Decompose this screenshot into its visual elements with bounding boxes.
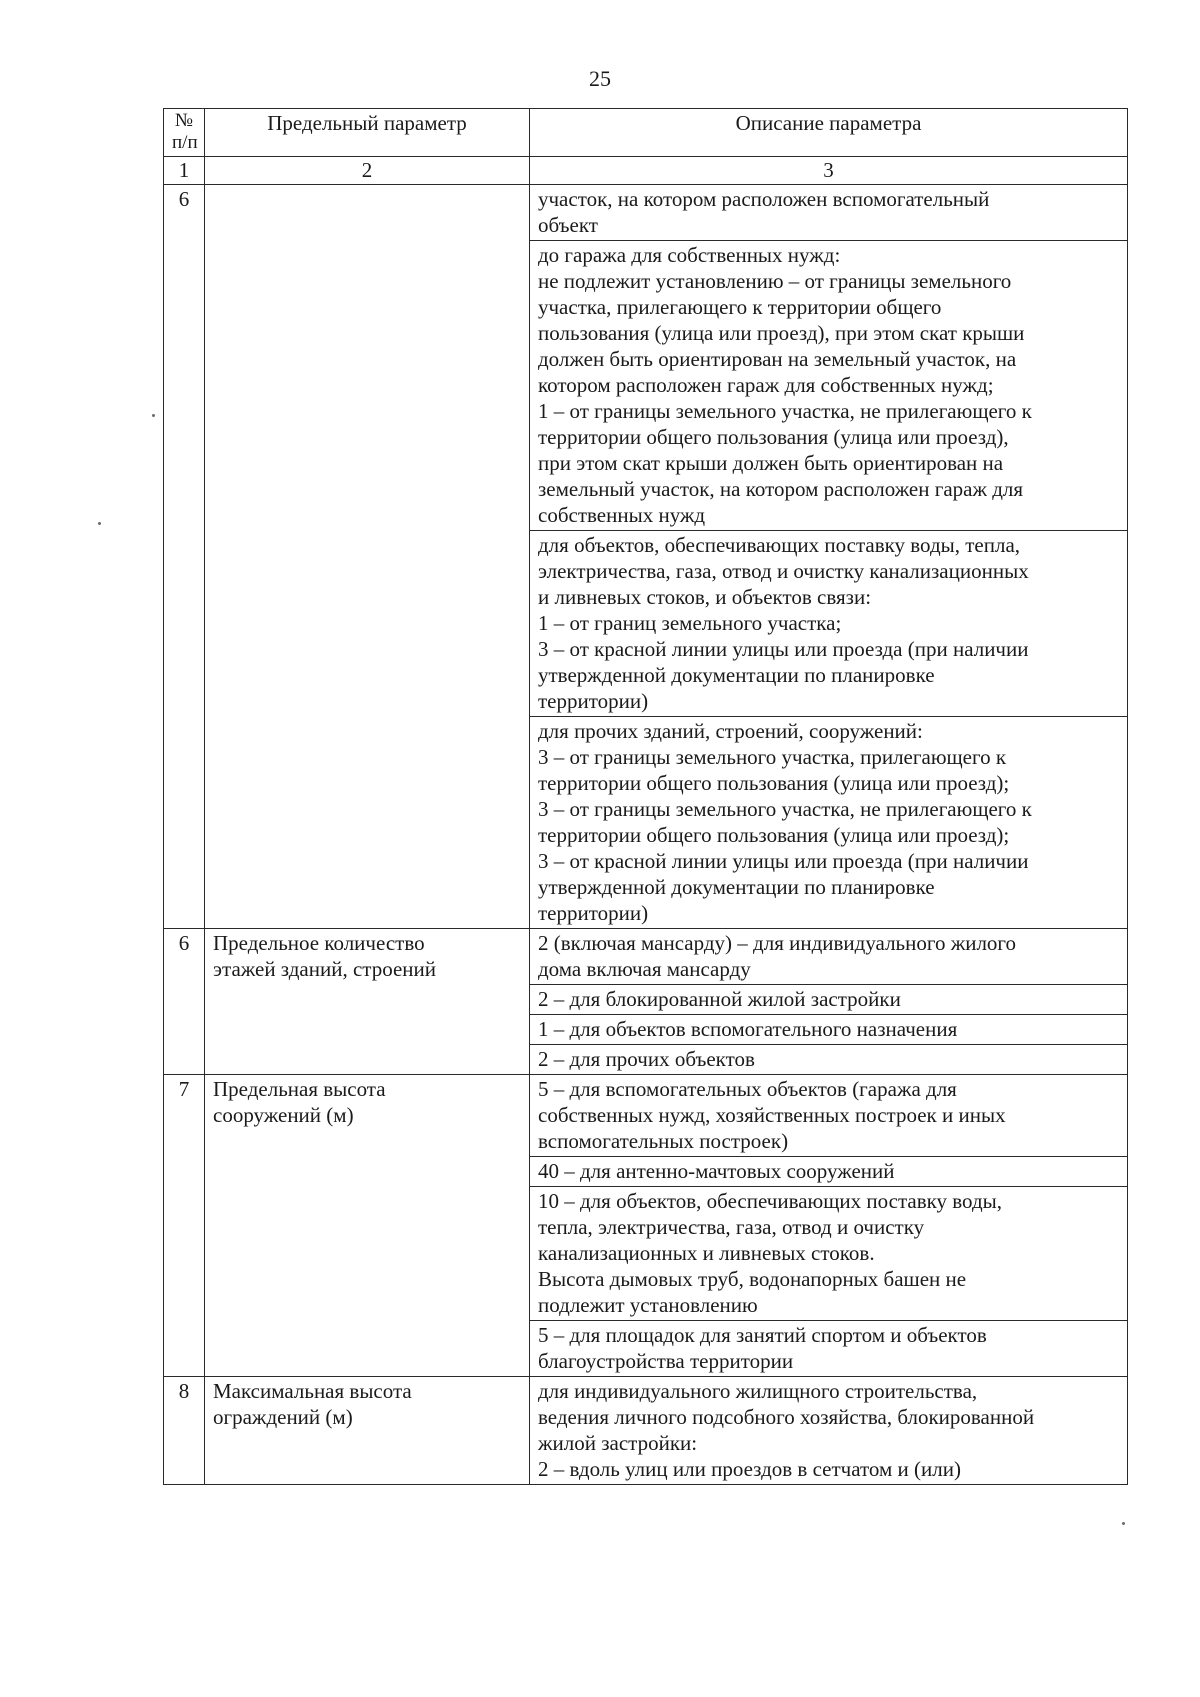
description-line: 1 – для объектов вспомогательного назначения	[538, 1017, 958, 1041]
column-numbers-row	[164, 157, 1128, 185]
header-description-cell: Описание параметра	[530, 109, 1128, 157]
row-number-cell: 8	[164, 1377, 205, 1485]
description-line: вспомогательных построек)	[538, 1129, 789, 1153]
column-number-3: 3	[530, 157, 1128, 185]
column-number-1: 1	[164, 157, 205, 185]
description-line: и ливневых стоков, и объектов связи:	[538, 585, 872, 609]
description-cell	[530, 1187, 1128, 1321]
description-line: котором расположен гараж для собственных нужд;	[538, 373, 994, 397]
scan-speck	[152, 414, 155, 417]
description-line: участок, на котором расположен вспомогательный	[538, 187, 990, 211]
description-line: 1 – от границы земельного участка, не прилегающего к	[538, 399, 1032, 423]
description-line: пользования (улица или проезд), при этом скат крыши	[538, 321, 1025, 345]
table-row	[164, 1075, 1128, 1157]
description-line: 40 – для антенно-мачтовых сооружений	[538, 1159, 895, 1183]
description-cell	[530, 531, 1128, 717]
description-line: для объектов, обеспечивающих поставку воды, тепла,	[538, 533, 1021, 557]
description-line: 3 – от красной линии улицы или проезда (при наличии	[538, 637, 1029, 661]
description-line: электричества, газа, отвод и очистку канализационных	[538, 559, 1029, 583]
description-cell	[530, 185, 1128, 241]
description-line: Высота дымовых труб, водонапорных башен не	[538, 1267, 967, 1291]
description-line: канализационных и ливневых стоков.	[538, 1241, 875, 1265]
table-row	[164, 929, 1128, 985]
table-header-row	[164, 109, 1128, 157]
description-line: 2 – для прочих объектов	[538, 1047, 755, 1071]
parameter-cell	[205, 1075, 530, 1377]
description-line: для индивидуального жилищного строительства,	[538, 1379, 978, 1403]
parameter-line: Предельная высота	[213, 1077, 386, 1101]
parameter-cell	[205, 1377, 530, 1485]
description-line: объект	[538, 213, 598, 237]
description-line: 3 – от красной линии улицы или проезда (при наличии	[538, 849, 1029, 873]
description-line: утвержденной документации по планировке	[538, 663, 935, 687]
description-line: территории)	[538, 689, 649, 713]
parameter-line: Максимальная высота	[213, 1379, 412, 1403]
header-number-cell	[164, 109, 205, 157]
scan-speck	[98, 522, 101, 525]
row-number-cell: 7	[164, 1075, 205, 1377]
description-cell	[530, 929, 1128, 985]
description-line: 5 – для площадок для занятий спортом и объектов	[538, 1323, 987, 1347]
description-line: 10 – для объектов, обеспечивающих поставку воды,	[538, 1189, 1002, 1213]
description-cell	[530, 1157, 1128, 1187]
description-line: тепла, электричества, газа, отвод и очистку	[538, 1215, 925, 1239]
parameters-table	[163, 108, 1128, 1485]
parameter-line: Предельное количество	[213, 931, 425, 955]
description-line: территории)	[538, 901, 649, 925]
description-line: дома включая мансарду	[538, 957, 751, 981]
description-cell	[530, 717, 1128, 929]
description-cell	[530, 1321, 1128, 1377]
description-line: 1 – от границ земельного участка;	[538, 611, 842, 635]
parameter-line: сооружений (м)	[213, 1103, 354, 1127]
page-number: 25	[589, 66, 611, 91]
description-cell	[530, 1075, 1128, 1157]
scan-speck	[1122, 1522, 1125, 1525]
description-line: земельный участок, на котором расположен гараж для	[538, 477, 1024, 501]
description-line: территории общего пользования (улица или проезд);	[538, 771, 1010, 795]
description-line: 2 – вдоль улиц или проездов в сетчатом и (или)	[538, 1457, 961, 1481]
description-line: утвержденной документации по планировке	[538, 875, 935, 899]
description-line: подлежит установлению	[538, 1293, 758, 1317]
header-number-abbrev: п/п	[172, 132, 198, 153]
row-number-cell: 6	[164, 929, 205, 1075]
description-cell	[530, 1045, 1128, 1075]
description-line: жилой застройки:	[538, 1431, 698, 1455]
description-line: собственных нужд	[538, 503, 706, 527]
table-row	[164, 185, 1128, 241]
description-line: благоустройства территории	[538, 1349, 794, 1373]
description-line: при этом скат крыши должен быть ориентирован на	[538, 451, 1004, 475]
description-line: 3 – от границы земельного участка, не прилегающего к	[538, 797, 1032, 821]
parameter-line: ограждений (м)	[213, 1405, 353, 1429]
description-line: территории общего пользования (улица или проезд),	[538, 425, 1009, 449]
parameter-line: этажей зданий, строений	[213, 957, 436, 981]
description-cell	[530, 985, 1128, 1015]
column-number-2: 2	[205, 157, 530, 185]
description-cell	[530, 241, 1128, 531]
description-line: должен быть ориентирован на земельный участок, на	[538, 347, 1017, 371]
row-number-cell: 6	[164, 185, 205, 929]
description-line: 2 (включая мансарду) – для индивидуального жилого	[538, 931, 1017, 955]
parameter-cell	[205, 929, 530, 1075]
description-line: 5 – для вспомогательных объектов (гаража для	[538, 1077, 957, 1101]
description-cell	[530, 1015, 1128, 1045]
description-line: не подлежит установлению – от границы земельного	[538, 269, 1012, 293]
description-line: 3 – от границы земельного участка, прилегающего к	[538, 745, 1007, 769]
description-line: участка, прилегающего к территории общего	[538, 295, 942, 319]
header-parameter-cell: Предельный параметр	[205, 109, 530, 157]
description-line: ведения личного подсобного хозяйства, блокированной	[538, 1405, 1035, 1429]
description-line: собственных нужд, хозяйственных построек и иных	[538, 1103, 1006, 1127]
description-cell	[530, 1377, 1128, 1485]
description-line: для прочих зданий, строений, сооружений:	[538, 719, 923, 743]
description-line: 2 – для блокированной жилой застройки	[538, 987, 901, 1011]
description-line: до гаража для собственных нужд:	[538, 243, 841, 267]
description-line: территории общего пользования (улица или проезд);	[538, 823, 1010, 847]
header-number-symbol: №	[174, 110, 194, 131]
parameter-cell	[205, 185, 530, 929]
table-row	[164, 1377, 1128, 1485]
